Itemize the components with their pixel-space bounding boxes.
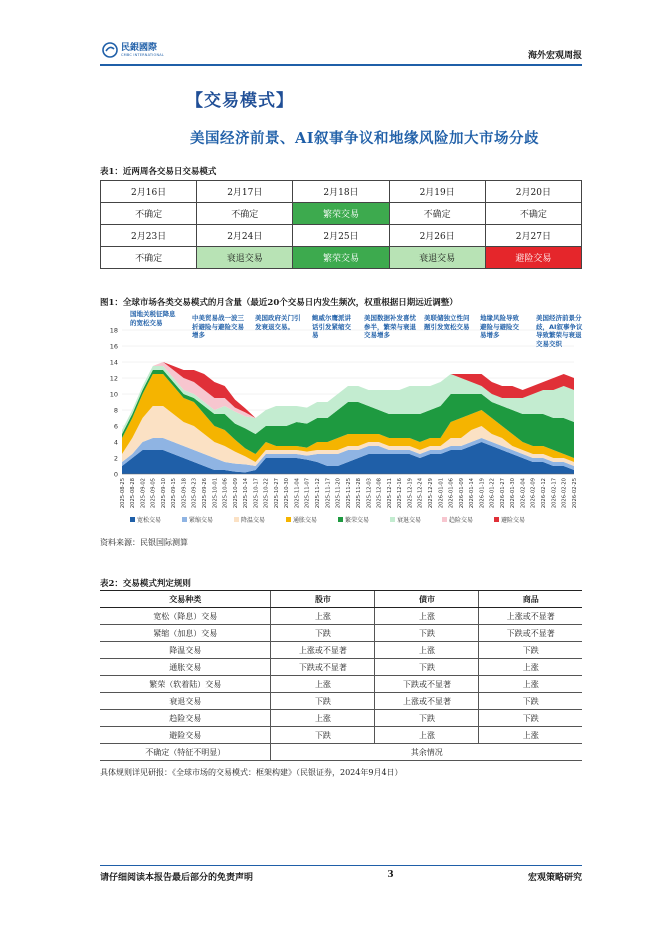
table-row: [100, 659, 582, 676]
x-tick-label: 2025-11-20: [335, 478, 342, 509]
table-cell: 上涨: [271, 710, 375, 727]
table-cell: 上涨: [375, 642, 479, 659]
table-cell: 2月23日: [101, 225, 197, 247]
chart-annotation: 美联储独立性问题引发宽松交易: [424, 314, 470, 331]
table-cell: 下跌: [271, 625, 375, 642]
table-cell: 不确定: [101, 203, 197, 225]
table2-caption: 表2：交易模式判定规则: [100, 579, 191, 589]
x-tick-label: 2025-10-14: [243, 478, 250, 509]
table-cell: 下跌: [479, 710, 582, 727]
legend-label: 繁荣交易: [345, 517, 370, 524]
x-tick-label: 2025-09-23: [191, 478, 198, 509]
table-cell: 上涨或不显著: [375, 693, 479, 710]
table-cell: 下跌: [375, 659, 479, 676]
table1-caption: 表1：近两周各交易日交易模式: [100, 167, 217, 177]
x-tick-label: 2025-09-15: [171, 478, 178, 509]
table-cell: 下跌: [271, 693, 375, 710]
x-tick-label: 2026-01-14: [469, 478, 476, 509]
table-cell: 2月25日: [293, 225, 389, 247]
table-cell: 不确定: [485, 203, 581, 225]
headline: 美国经济前景、AI叙事争议和地缘风险加大市场分歧: [190, 130, 540, 147]
table-header: 交易种类: [100, 591, 271, 608]
table-cell: 不确定（特征不明显）: [100, 744, 271, 761]
table-cell: 繁荣交易: [293, 247, 389, 269]
table-cell: 2月27日: [485, 225, 581, 247]
trade-mode-table: [100, 180, 582, 269]
table-cell: 通胀交易: [100, 659, 271, 676]
legend-swatch: [442, 517, 447, 522]
table-cell: 衰退交易: [389, 247, 485, 269]
x-tick-label: 2025-09-26: [201, 478, 208, 509]
x-tick-label: 2025-10-30: [284, 478, 291, 509]
table-cell: 2月17日: [197, 181, 293, 203]
table-cell: 上涨: [479, 659, 582, 676]
x-tick-label: 2026-02-09: [530, 478, 537, 509]
x-tick-label: 2026-01-30: [510, 478, 517, 509]
x-tick-label: 2025-09-02: [140, 478, 147, 509]
legend-label: 紧缩交易: [189, 517, 214, 524]
legend-label: 衰退交易: [397, 517, 422, 524]
table-row: [100, 693, 582, 710]
table-note: 具体规则详见研报：《全球市场的交易模式：框架构建》（民银证券，2024年9月4日）: [100, 768, 403, 777]
x-tick-label: 2025-09-18: [181, 478, 188, 509]
x-tick-label: 2025-10-06: [222, 478, 229, 509]
x-tick-label: 2026-01-09: [458, 478, 465, 509]
chart-annotation: 国地关税征降息的宽松交易: [130, 310, 176, 327]
rule-table: [100, 590, 582, 761]
x-tick-label: 2025-12-29: [427, 478, 434, 509]
y-tick-label: 2: [113, 454, 118, 463]
legend-label: 降温交易: [241, 517, 266, 524]
table-cell: 不确定: [197, 203, 293, 225]
x-tick-label: 2025-11-07: [304, 478, 311, 509]
table-cell: 不确定: [389, 203, 485, 225]
legend-swatch: [182, 517, 187, 522]
x-tick-label: 2025-11-04: [294, 478, 301, 509]
x-tick-label: 2025-12-08: [376, 478, 383, 509]
y-tick-label: 0: [113, 470, 118, 479]
page-number: 3: [387, 870, 394, 880]
table-cell: 下跌: [479, 642, 582, 659]
table-cell: 其余情况: [271, 744, 582, 761]
x-tick-label: 2026-02-20: [561, 478, 568, 509]
x-tick-label: 2025-12-24: [417, 478, 424, 509]
page-header: [100, 38, 582, 66]
legend-swatch: [494, 517, 499, 522]
chart-annotation: 地缘风险导致避险与避险交易增多: [480, 314, 519, 339]
table-cell: 趋险交易: [100, 710, 271, 727]
x-tick-label: 2025-12-03: [366, 478, 373, 509]
table-cell: 下跌: [271, 727, 375, 744]
x-tick-label: 2025-08-28: [130, 478, 137, 509]
table-header: 商品: [479, 591, 582, 608]
table-cell: 2月20日: [485, 181, 581, 203]
chart-annotation: 美国数据补发喜忧参半，繁荣与衰退交易增多: [364, 314, 416, 339]
table-row: [100, 625, 582, 642]
legend-label: 避险交易: [501, 517, 526, 524]
x-tick-label: 2025-12-19: [407, 478, 414, 509]
table-cell: 上涨: [375, 608, 479, 625]
table-cell: 衰退交易: [100, 693, 271, 710]
table-cell: 下跌: [375, 625, 479, 642]
x-tick-label: 2026-02-04: [520, 478, 527, 509]
y-tick-label: 8: [113, 406, 118, 415]
x-tick-label: 2025-09-05: [150, 478, 157, 509]
legend-label: 通胀交易: [293, 517, 318, 524]
x-tick-label: 2025-10-22: [263, 478, 270, 509]
legend-label: 宽松交易: [137, 517, 162, 524]
x-tick-label: 2025-10-09: [232, 478, 239, 509]
x-tick-label: 2026-02-17: [551, 478, 558, 509]
table-header: 债市: [375, 591, 479, 608]
chart-annotation: 中美贸易战一波三折避险与避险交易增多: [192, 314, 244, 339]
legend-label: 趋险交易: [449, 517, 474, 524]
department: 宏观策略研究: [527, 873, 582, 883]
chart-svg: [100, 308, 582, 530]
logo-text: 民銀國際: [121, 43, 158, 53]
legend-swatch: [338, 517, 343, 522]
page-footer: [100, 865, 582, 883]
legend-swatch: [286, 517, 291, 522]
x-tick-label: 2025-10-17: [253, 478, 260, 509]
figure-source: 资料来源：民银国际测算: [100, 538, 188, 547]
logo-icon: [102, 42, 118, 58]
table-row: [100, 710, 582, 727]
x-tick-label: 2025-09-10: [160, 478, 167, 509]
x-tick-label: 2025-08-25: [119, 478, 126, 509]
x-tick-label: 2025-11-28: [356, 478, 363, 509]
figure1-caption: 图1：全球市场各类交易模式的月含量（最近20个交易日内发生频次，权重根据日期远近调整）: [100, 298, 458, 308]
y-tick-label: 12: [109, 374, 118, 383]
y-tick-label: 4: [113, 438, 118, 447]
table-cell: 下跌或不显著: [375, 676, 479, 693]
table-cell: 上涨: [271, 608, 375, 625]
x-tick-label: 2026-01-27: [499, 478, 506, 509]
x-tick-label: 2026-01-01: [438, 478, 445, 509]
logo: [102, 42, 164, 58]
table-cell: 下跌: [375, 710, 479, 727]
x-tick-label: 2025-10-27: [273, 478, 280, 509]
table-cell: 繁荣（软着陆）交易: [100, 676, 271, 693]
table-cell: 上涨: [479, 676, 582, 693]
table-cell: 不确定: [101, 247, 197, 269]
x-tick-label: 2025-11-25: [345, 478, 352, 509]
table-cell: 2月24日: [197, 225, 293, 247]
table-cell: 繁荣交易: [293, 203, 389, 225]
report-name: 海外宏观周报: [527, 51, 582, 61]
table-row: [100, 608, 582, 625]
x-tick-label: 2025-12-11: [386, 478, 393, 509]
y-tick-label: 6: [113, 422, 118, 431]
x-tick-label: 2026-01-22: [489, 478, 496, 509]
table-header: 股市: [271, 591, 375, 608]
x-tick-label: 2025-11-12: [314, 478, 321, 509]
table-row: [100, 642, 582, 659]
legend-swatch: [234, 517, 239, 522]
table-cell: 下跌或不显著: [479, 625, 582, 642]
stacked-area-chart: [100, 308, 582, 530]
table-cell: 2月26日: [389, 225, 485, 247]
table-cell: 上涨: [479, 727, 582, 744]
table-cell: 上涨: [375, 727, 479, 744]
table-cell: 上涨: [271, 676, 375, 693]
table-cell: 避险交易: [485, 247, 581, 269]
x-tick-label: 2026-01-19: [479, 478, 486, 509]
table-cell: 紧缩（加息）交易: [100, 625, 271, 642]
table-cell: 上涨或不显著: [271, 642, 375, 659]
disclaimer: 请仔细阅读本报告最后部分的免责声明: [100, 873, 254, 883]
table-cell: 下跌或不显著: [271, 659, 375, 676]
table-row: [100, 676, 582, 693]
table-cell: 宽松（降息）交易: [100, 608, 271, 625]
table-cell: 上涨或不显著: [479, 608, 582, 625]
table-cell: 2月16日: [101, 181, 197, 203]
table-cell: 避险交易: [100, 727, 271, 744]
chart-annotation: 鲍威尔鹰派讲话引发紧缩交易: [312, 314, 351, 339]
table-cell: 降温交易: [100, 642, 271, 659]
x-tick-label: 2026-01-06: [448, 478, 455, 509]
table-cell: 下跌: [479, 693, 582, 710]
chart-annotation: 美国政府关门引发衰退交易。: [255, 314, 301, 331]
table-row: [100, 727, 582, 744]
x-tick-label: 2025-11-17: [325, 478, 332, 509]
x-tick-label: 2025-12-16: [397, 478, 404, 509]
legend-swatch: [130, 517, 135, 522]
y-tick-label: 16: [109, 342, 118, 351]
table-cell: 衰退交易: [197, 247, 293, 269]
chart-annotation: 美国经济前景分歧，AI叙事争议导致繁荣与衰退交易交织: [536, 314, 583, 348]
table-cell: 2月18日: [293, 181, 389, 203]
x-tick-label: 2025-10-01: [212, 478, 219, 509]
x-tick-label: 2026-02-25: [571, 478, 578, 509]
table-cell: 2月19日: [389, 181, 485, 203]
section-title: 【交易模式】: [186, 91, 294, 111]
x-tick-label: 2026-02-12: [540, 478, 547, 509]
y-tick-label: 10: [109, 390, 118, 399]
y-tick-label: 18: [109, 326, 118, 335]
y-tick-label: 14: [109, 358, 118, 367]
legend-swatch: [390, 517, 395, 522]
logo-subtext: CMBC INTERNATIONAL: [121, 53, 165, 57]
